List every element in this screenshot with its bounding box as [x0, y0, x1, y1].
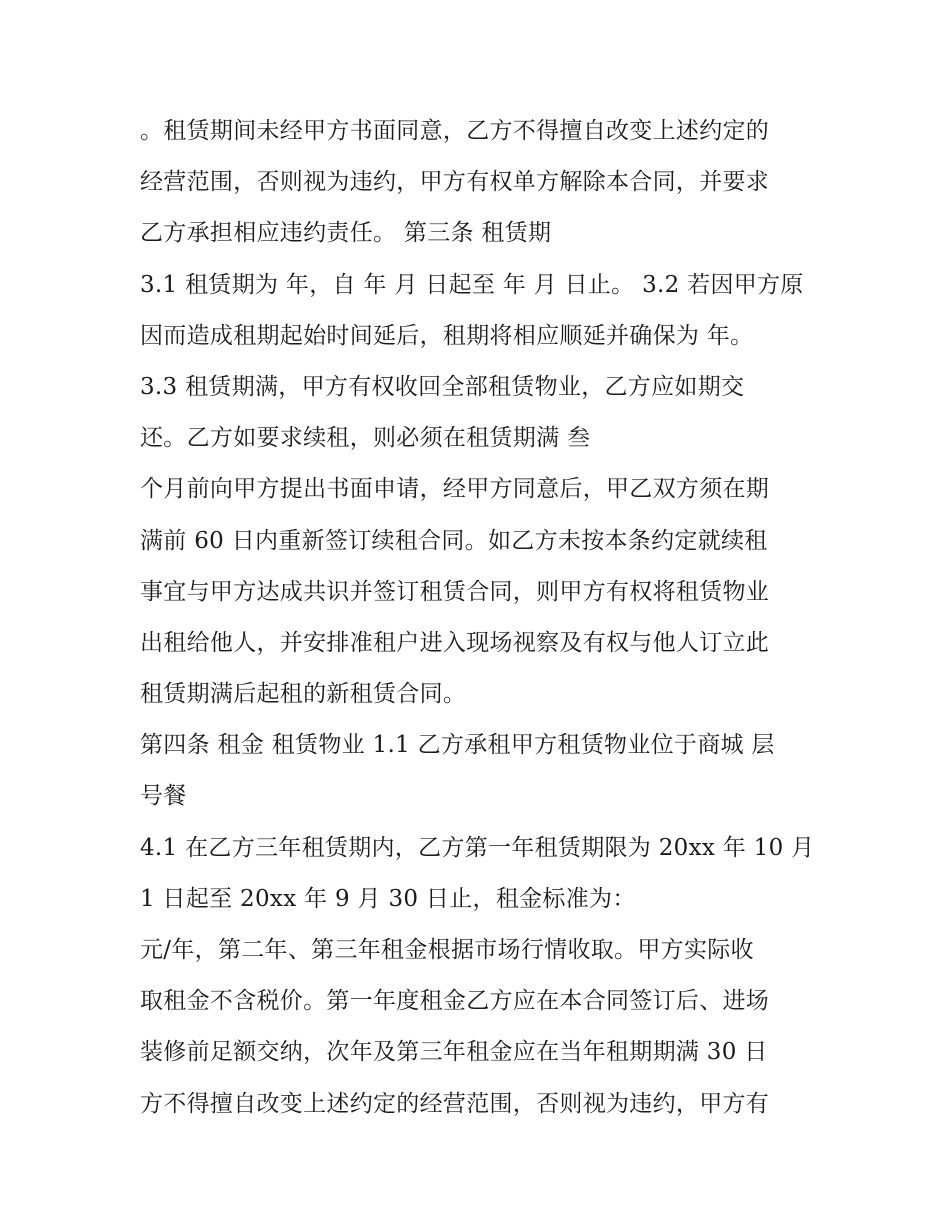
text-line: 乙方承担相应违约责任。 第三条 租赁期 — [140, 220, 552, 247]
text-line: 经营范围，否则视为违约，甲方有权单方解除本合同，并要求 — [140, 169, 770, 196]
text-line: 事宜与甲方达成共识并签订租赁合同，则甲方有权将租赁物业 — [140, 578, 770, 605]
text-line: 1 日起至 20xx 年 9 月 30 日止，租金标准为： — [140, 885, 636, 912]
text-line: 装修前足额交纳，次年及第三年租金应在当年租期期满 30 日 — [140, 1039, 768, 1066]
text-line: 3.1 租赁期为 年，自 年 月 日起至 年 月 日止。 3.2 若因甲方原 — [140, 271, 804, 298]
text-line: 元/年，第二年、第三年租金根据市场行情收取。甲方实际收 — [140, 937, 754, 963]
text-line: 3.3 租赁期满，甲方有权收回全部租赁物业，乙方应如期交 — [140, 373, 745, 400]
text-line: 第四条 租金 租赁物业 1.1 乙方承租甲方租赁物业位于商城 层 — [140, 732, 775, 759]
text-line: 。租赁期间未经甲方书面同意，乙方不得擅自改变上述约定的 — [140, 118, 770, 144]
text-line: 满前 60 日内重新签订续租合同。如乙方未按本条约定就续租 — [140, 527, 768, 554]
text-line: 出租给他人，并安排准租户进入现场视察及有权与他人订立此 — [140, 629, 770, 656]
text-line: 4.1 在乙方三年租赁期内，乙方第一年租赁期限为 20xx 年 10 月 — [140, 834, 815, 861]
document-body — [140, 106, 830, 1130]
text-line: 租赁期满后起租的新租赁合同。 — [140, 681, 467, 708]
text-line: 方不得擅自改变上述约定的经营范围，否则视为违约，甲方有 — [140, 1090, 770, 1117]
text-line: 取租金不含税价。第一年度租金乙方应在本合同签订后、进场 — [140, 988, 770, 1015]
text-line: 还。乙方如要求续租，则必须在租赁期满 叁 — [140, 425, 591, 452]
text-line: 号餐 — [140, 783, 187, 810]
text-line: 因而造成租期起始时间延后，租期将相应顺延并确保为 年。 — [140, 322, 754, 349]
text-line: 个月前向甲方提出书面申请，经甲方同意后，甲乙双方须在期 — [140, 476, 770, 503]
